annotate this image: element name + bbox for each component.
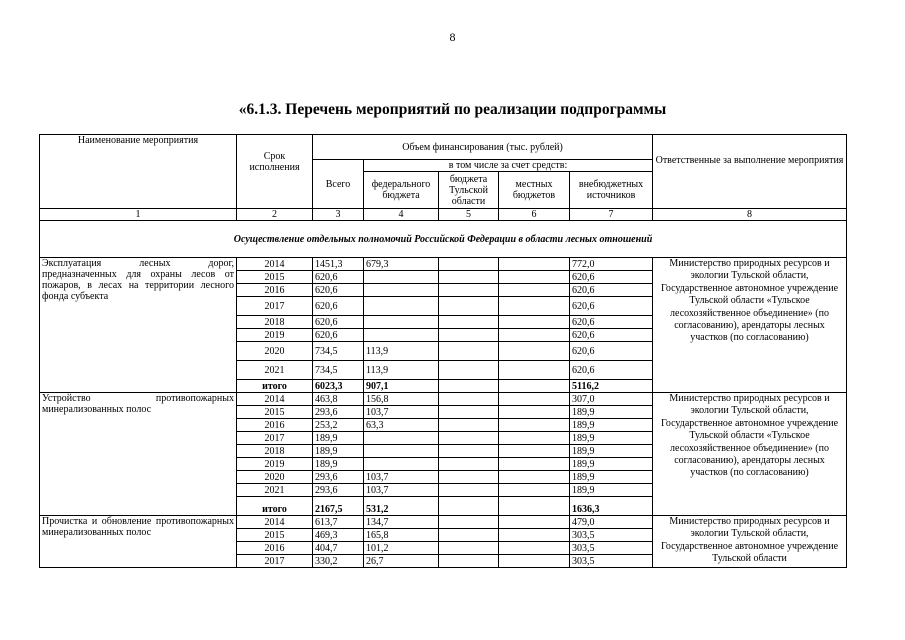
cell-federal: 156,8 — [364, 393, 439, 406]
cell-federal — [364, 329, 439, 342]
header-regional: бюджета Тульской области — [439, 172, 499, 209]
cell-year: 2016 — [237, 284, 313, 297]
cell-extra: 772,0 — [570, 258, 653, 271]
cell-regional — [439, 342, 499, 361]
cell-federal: 101,2 — [364, 542, 439, 555]
column-numbers-row — [40, 209, 847, 221]
cell-total: 293,6 — [313, 484, 364, 497]
cell-extra: 189,9 — [570, 458, 653, 471]
cell-local — [499, 271, 570, 284]
cell-total: 620,6 — [313, 284, 364, 297]
table-row — [40, 393, 847, 406]
cell-federal: 103,7 — [364, 484, 439, 497]
header-including: в том числе за счет средств: — [364, 160, 653, 172]
cell-local — [499, 297, 570, 316]
section-row — [40, 221, 847, 258]
cell-total: 404,7 — [313, 542, 364, 555]
cell-year: 2018 — [237, 316, 313, 329]
totals-total: 6023,3 — [313, 380, 364, 393]
cell-federal — [364, 445, 439, 458]
cell-regional — [439, 284, 499, 297]
cell-federal: 103,7 — [364, 406, 439, 419]
cell-federal — [364, 458, 439, 471]
cell-year: 2014 — [237, 516, 313, 529]
event-name: Устройство противопожарных минерализованных полос — [40, 393, 237, 516]
cell-regional — [439, 458, 499, 471]
cell-federal — [364, 297, 439, 316]
cell-extra: 620,6 — [570, 329, 653, 342]
cell-extra: 189,9 — [570, 445, 653, 458]
cell-total: 189,9 — [313, 432, 364, 445]
cell-regional — [439, 419, 499, 432]
column-number: 2 — [237, 209, 313, 221]
cell-extra: 620,6 — [570, 342, 653, 361]
cell-federal: 165,8 — [364, 529, 439, 542]
cell-extra: 189,9 — [570, 419, 653, 432]
cell-year: 2015 — [237, 406, 313, 419]
cell-regional — [439, 542, 499, 555]
header-total: Всего — [313, 160, 364, 209]
cell-extra: 479,0 — [570, 516, 653, 529]
cell-local — [499, 361, 570, 380]
event-responsible: Министерство природных ресурсов и экологии Тульской области, Государственное автономное учреждение Тульской области — [653, 516, 847, 568]
column-number: 4 — [364, 209, 439, 221]
cell-federal: 26,7 — [364, 555, 439, 568]
cell-extra: 620,6 — [570, 271, 653, 284]
cell-local — [499, 542, 570, 555]
cell-total: 1451,3 — [313, 258, 364, 271]
cell-federal: 113,9 — [364, 342, 439, 361]
cell-extra: 620,6 — [570, 284, 653, 297]
table-row — [40, 516, 847, 529]
cell-local — [499, 342, 570, 361]
totals-label: итого — [237, 497, 313, 516]
cell-year: 2021 — [237, 484, 313, 497]
cell-local — [499, 419, 570, 432]
cell-total: 330,2 — [313, 555, 364, 568]
totals-local — [499, 380, 570, 393]
header-term: Срок исполнения — [237, 135, 313, 209]
cell-local — [499, 432, 570, 445]
cell-local — [499, 484, 570, 497]
cell-year: 2014 — [237, 258, 313, 271]
cell-extra: 620,6 — [570, 316, 653, 329]
cell-year: 2016 — [237, 542, 313, 555]
cell-year: 2018 — [237, 445, 313, 458]
cell-local — [499, 516, 570, 529]
cell-local — [499, 458, 570, 471]
cell-local — [499, 471, 570, 484]
cell-federal: 63,3 — [364, 419, 439, 432]
cell-regional — [439, 484, 499, 497]
column-number: 7 — [570, 209, 653, 221]
cell-total: 189,9 — [313, 445, 364, 458]
cell-extra: 620,6 — [570, 297, 653, 316]
cell-total: 734,5 — [313, 342, 364, 361]
cell-regional — [439, 297, 499, 316]
cell-extra: 620,6 — [570, 361, 653, 380]
cell-year: 2017 — [237, 432, 313, 445]
totals-regional — [439, 497, 499, 516]
totals-extra: 5116,2 — [570, 380, 653, 393]
cell-year: 2017 — [237, 555, 313, 568]
cell-regional — [439, 445, 499, 458]
cell-regional — [439, 471, 499, 484]
cell-local — [499, 529, 570, 542]
event-name: Эксплуатация лесных дорог, предназначенных для охраны лесов от пожаров, в лесах на территории лесного фонда субъекта — [40, 258, 237, 393]
cell-year: 2014 — [237, 393, 313, 406]
section-title: Осуществление отдельных полномочий Российской Федерации в области лесных отношений — [40, 221, 847, 258]
cell-year: 2019 — [237, 329, 313, 342]
totals-federal: 531,2 — [364, 497, 439, 516]
cell-year: 2020 — [237, 471, 313, 484]
column-number: 3 — [313, 209, 364, 221]
cell-federal: 103,7 — [364, 471, 439, 484]
cell-extra: 307,0 — [570, 393, 653, 406]
cell-federal — [364, 284, 439, 297]
cell-regional — [439, 393, 499, 406]
cell-regional — [439, 258, 499, 271]
totals-local — [499, 497, 570, 516]
header-funding: Объем финансирования (тыс. рублей) — [313, 135, 653, 160]
event-responsible: Министерство природных ресурсов и экологии Тульской области, Государственное автономное учреждение Тульской области «Тульское лесохозяйственное объединение» (по согласованию), арендаторы лесных участков (по согласованию) — [653, 258, 847, 393]
cell-local — [499, 258, 570, 271]
cell-extra: 189,9 — [570, 484, 653, 497]
cell-year: 2016 — [237, 419, 313, 432]
page-number: 8 — [449, 30, 456, 44]
column-number: 1 — [40, 209, 237, 221]
header-extra: внебюджетных источников — [570, 172, 653, 209]
table-row — [40, 258, 847, 271]
totals-label: итого — [237, 380, 313, 393]
header-name: Наименование мероприятия — [40, 135, 237, 209]
cell-total: 293,6 — [313, 471, 364, 484]
cell-federal: 134,7 — [364, 516, 439, 529]
cell-regional — [439, 529, 499, 542]
cell-year: 2021 — [237, 361, 313, 380]
cell-year: 2020 — [237, 342, 313, 361]
event-responsible: Министерство природных ресурсов и экологии Тульской области, Государственное автономное учреждение Тульской области «Тульское лесохозяйственное объединение» (по согласованию), арендаторы лесных участков (по согласованию) — [653, 393, 847, 516]
cell-local — [499, 555, 570, 568]
event-name: Прочистка и обновление противопожарных минерализованных полос — [40, 516, 237, 568]
cell-extra: 303,5 — [570, 555, 653, 568]
cell-regional — [439, 361, 499, 380]
cell-year: 2019 — [237, 458, 313, 471]
cell-extra: 189,9 — [570, 432, 653, 445]
totals-extra: 1636,3 — [570, 497, 653, 516]
cell-extra: 189,9 — [570, 406, 653, 419]
cell-federal: 113,9 — [364, 361, 439, 380]
header-federal: федерального бюджета — [364, 172, 439, 209]
header-responsible: Ответственные за выполнение мероприятия — [653, 135, 847, 209]
cell-extra: 303,5 — [570, 542, 653, 555]
cell-total: 613,7 — [313, 516, 364, 529]
cell-regional — [439, 271, 499, 284]
cell-extra: 303,5 — [570, 529, 653, 542]
cell-year: 2017 — [237, 297, 313, 316]
cell-regional — [439, 329, 499, 342]
cell-federal: 679,3 — [364, 258, 439, 271]
cell-local — [499, 445, 570, 458]
totals-total: 2167,5 — [313, 497, 364, 516]
cell-local — [499, 406, 570, 419]
totals-federal: 907,1 — [364, 380, 439, 393]
activities-table — [39, 134, 847, 568]
cell-federal — [364, 271, 439, 284]
cell-extra: 189,9 — [570, 471, 653, 484]
cell-regional — [439, 406, 499, 419]
cell-local — [499, 284, 570, 297]
cell-total: 469,3 — [313, 529, 364, 542]
cell-local — [499, 329, 570, 342]
cell-total: 620,6 — [313, 329, 364, 342]
document-title: «6.1.3. Перечень мероприятий по реализации подпрограммы — [238, 101, 667, 118]
column-number: 8 — [653, 209, 847, 221]
cell-total: 253,2 — [313, 419, 364, 432]
cell-total: 463,8 — [313, 393, 364, 406]
cell-federal — [364, 432, 439, 445]
cell-year: 2015 — [237, 271, 313, 284]
cell-total: 293,6 — [313, 406, 364, 419]
cell-federal — [364, 316, 439, 329]
cell-local — [499, 316, 570, 329]
cell-total: 620,6 — [313, 297, 364, 316]
cell-regional — [439, 432, 499, 445]
cell-regional — [439, 516, 499, 529]
totals-regional — [439, 380, 499, 393]
header-local: местных бюджетов — [499, 172, 570, 209]
cell-year: 2015 — [237, 529, 313, 542]
cell-total: 189,9 — [313, 458, 364, 471]
column-number: 5 — [439, 209, 499, 221]
cell-total: 620,6 — [313, 316, 364, 329]
cell-regional — [439, 555, 499, 568]
cell-total: 734,5 — [313, 361, 364, 380]
cell-total: 620,6 — [313, 271, 364, 284]
column-number: 6 — [499, 209, 570, 221]
cell-regional — [439, 316, 499, 329]
cell-local — [499, 393, 570, 406]
